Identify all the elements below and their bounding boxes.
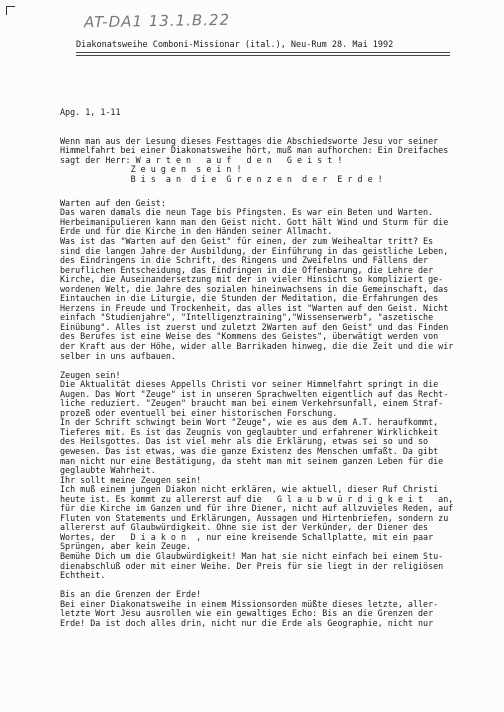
text-line: Sprüngen, aber kein Zeuge. (60, 542, 192, 552)
text-line: In der Schrift schwingt beim Wort "Zeuge", wie es aus dem A.T. heraufkommt, (60, 418, 439, 428)
paragraph-zeugen (60, 371, 480, 581)
text-line: Bemühe Dich um die Glaubwürdigkeit! Man hat sie nicht einfach bei einem Stu- (60, 551, 444, 561)
text-line: dienabschluß oder mit einer Weihe. Der Preis für sie liegt in der religiösen (60, 561, 444, 571)
text-line: gewesen. Das ist etwas, was die ganze Existenz des Menschen umfaßt. Da gibt (60, 446, 439, 456)
section-heading: Warten auf den Geist: (60, 198, 166, 208)
text-line: B i s a n d i e G r e n z e n d e r E r d e ! (60, 174, 383, 184)
text-line: Tieferes mit. Es ist das Zeugnis von geglaubter und erfahrener Wirklichkeit (60, 427, 439, 437)
text-line: man nicht nur eine Bestätigung, da steht man mit seinem ganzen Leben für die (60, 456, 444, 466)
text-line: für die Kirche im Ganzen und für ihre Diener, nicht auf allzuvieles Reden, auf (60, 504, 454, 514)
text-line: der Kraft aus der Höhe, wider alle Barrikaden hinweg, die die Zeit und die wir (60, 341, 454, 351)
text-line: Einübung". Alles ist zuerst und zuletzt 2Warten auf den Geist" und das Finden (60, 322, 449, 332)
text-line: des Heilsgottes. Das ist viel mehr als die Erklärung, etwas sei so und so (60, 437, 429, 447)
text-line: beruflichen Entscheidung, das Eindringen in die Offenbarung, die Lehre der (60, 265, 434, 275)
text-line: Echtheit. (60, 571, 106, 581)
text-line: Augen. Das Wort "Zeuge" ist in unseren Sprachwelten eigentlich auf das Recht- (60, 389, 449, 399)
text-line: sagt der Herr: W a r t e n a u f d e n G e i s t ! (60, 155, 343, 165)
text-line: geglaubte Wahrheit. (60, 466, 156, 476)
paragraph-intro (60, 137, 480, 185)
text-line: Himmelfahrt bei einer Diakonatsweihe hört, muß man aufhorchen: Ein Dreifaches (60, 146, 449, 156)
document-header: Diakonatsweihe Comboni-Missionar (ital.), Neu-Rum 28. Mai 1992 (76, 40, 394, 50)
scripture-reference: Apg. 1, 1-11 (60, 108, 121, 117)
paragraph-grenzen (60, 590, 480, 628)
paragraph-warten (60, 199, 480, 361)
text-line: Herzens in Freude und Trockenheit, das alles ist "Warten auf den Geist. Nicht (60, 303, 449, 313)
text-line: Z e u g e n s e i n ! (60, 165, 242, 175)
text-line: Wenn man aus der Lesung dieses Festtages die Abschiedsworte Jesu vor seiner (60, 136, 439, 146)
text-line: des Eindringens in die Schrift, des Ringens und Zweifelns und Fällens der (60, 256, 429, 266)
page-corner-mark (6, 6, 15, 15)
header-rule-bottom (76, 55, 450, 56)
text-line: wordenen Welt, die Jahre des sozialen hineinwachsens in die Gemeinschaft, das (60, 284, 449, 294)
text-line: allererst auf Glaubwürdigkeit. Ohne sie ist der Verkünder, der Diener des (60, 523, 429, 533)
text-line: Kirche, die Auseinandersetzung mit der in vieler Hinsicht so kompliziert ge- (60, 275, 444, 285)
text-line: Das waren damals die neun Tage bis Pfingsten. Es war ein Beten und Warten. (60, 208, 434, 218)
text-line: selber in uns aufbauen. (60, 351, 176, 361)
text-line: Fluten von Statements und Erklärungen, Aussagen und Hirtenbriefen, sondern zu (60, 513, 449, 523)
section-heading: Zeugen sein! (60, 370, 121, 380)
text-line: prozeß oder eventuell bei einer historischen Forschung. (60, 408, 338, 418)
text-line: Was ist das "Warten auf den Geist" für einen, der zum Weihealtar tritt? Es (60, 236, 434, 246)
text-line: liche reduziert. "Zeugen" braucht man bei einem Verkehrsunfall, einem Straf- (60, 399, 444, 409)
section-heading: Bis an die Grenzen der Erde! (60, 590, 202, 600)
text-line: Eintauchen in die Liturgie, die Stunden der Meditation, die Erfahrungen des (60, 294, 439, 304)
text-line: einfach "Studienjahre", "Intelligenztraining","Wissenserwerb", "aszetische (60, 313, 434, 323)
handwritten-archive-reference: AT-DA1 13.1.B.22 (83, 10, 231, 32)
text-line: Bei einer Diakonatsweihe in einem Missionsorden müßte dieses letzte, aller- (60, 599, 439, 609)
text-line: sind die langen Jahre der Ausbildung, der Einführung in das geistliche Leben, (60, 246, 449, 256)
text-line: des Berufes ist eine Weise des "Kommens des Geistes", überwätigt werden von (60, 332, 439, 342)
sermon-body (60, 108, 480, 628)
text-line: Ich muß einem jungen Diakon nicht erklären, wie aktuell, dieser Ruf Christi (60, 485, 439, 495)
text-line: Erde! Da ist doch alles drin, nicht nur die Erde als Geographie, nicht nur (60, 618, 434, 628)
text-line: Die Aktualität dieses Appells Christi vor seiner Himmelfahrt springt in die (60, 380, 439, 390)
header-rule-top (76, 52, 450, 53)
text-line: Ihr sollt meine Zeugen sein! (60, 475, 202, 485)
text-line: Erde und für die Kirche in den Händen seiner Allmacht. (60, 227, 333, 237)
text-line: Herbeimanipulieren kann man den Geist nicht. Gott hält Wind und Sturm für die (60, 217, 449, 227)
text-line: heute ist. Es kommt zu allererst auf die G l a u b w ü r d i g k e i t an, (60, 494, 454, 504)
text-line: Wortes, der D i a k o n , nur eine kreisende Schallplatte, mit ein paar (60, 532, 434, 542)
text-line: letzte Wort Jesu ausrollen wie ein gewaltiges Echo: Bis an die Grenzen der (60, 609, 434, 619)
